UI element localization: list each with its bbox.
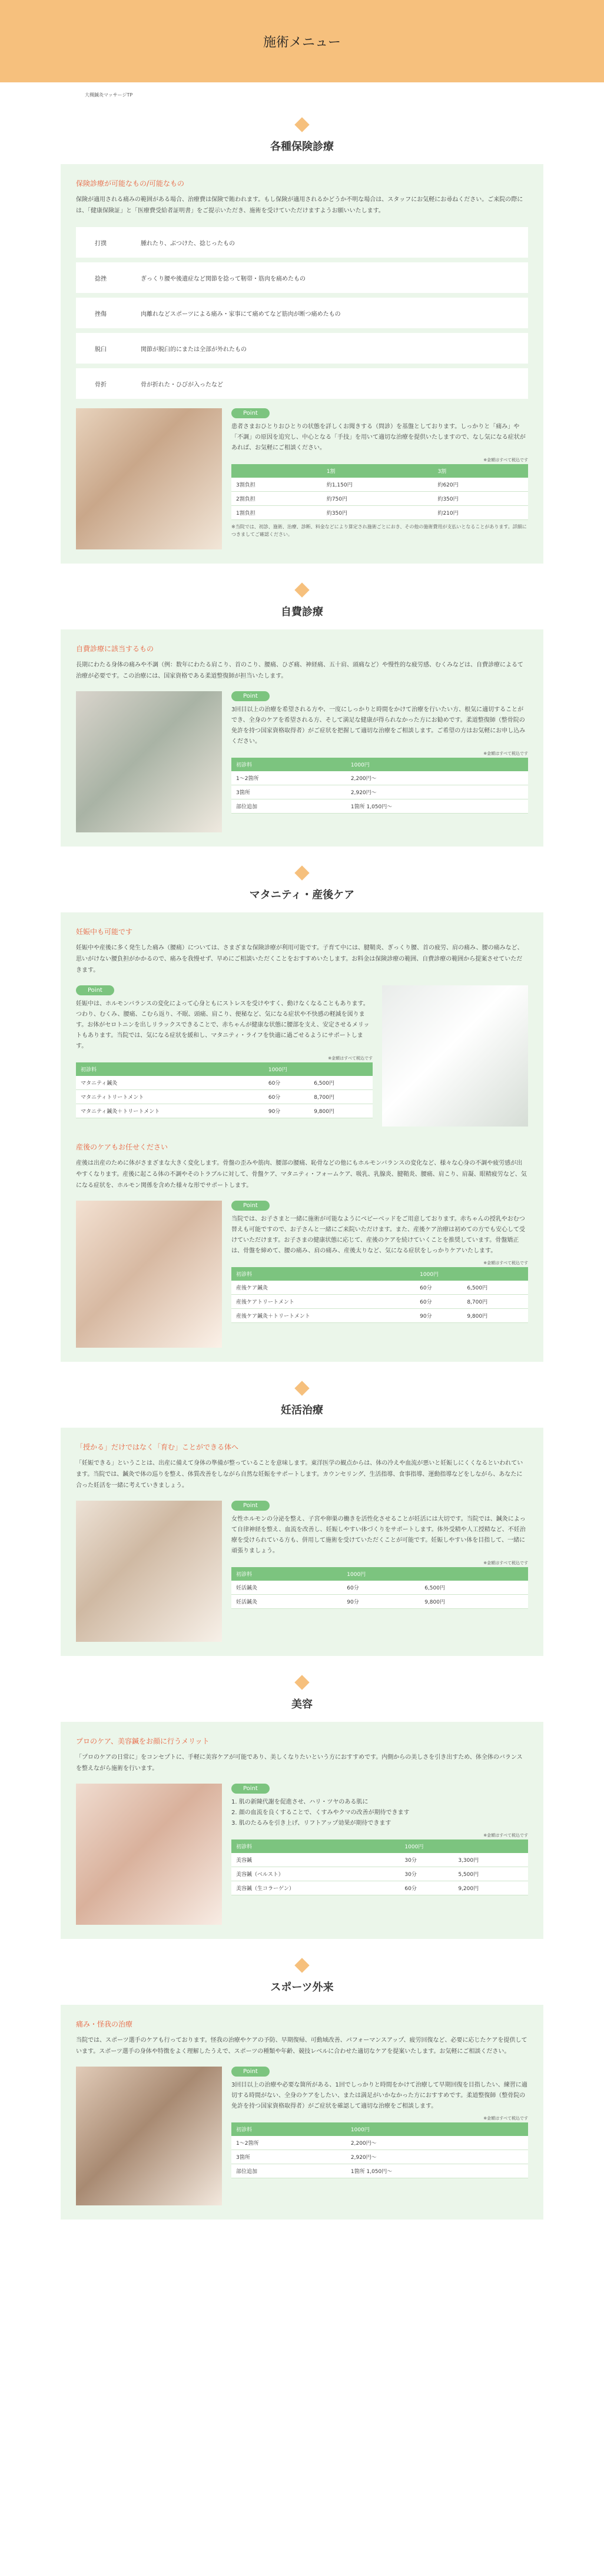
lead-title: 妊娠中も可能です: [76, 928, 133, 936]
table-row: 3箇所 2,920円〜: [231, 785, 528, 799]
lead-text: 「妊娠できる」ということは、出産に備えて身体の準備が整っていることを意味します。東洋医学の観点からは、体の冷えや血流が悪いと妊娠しにくくなるといわれています。当院では、鍼灸で体の巡りを整え、体質改善をしながら自然な妊娠をサポートします。カウンセリング、生活指導、食事指導、運動指導などをしながら、あなたに合った妊活を一緒に考えていきましょう。: [76, 1460, 523, 1489]
selfpay-section: [61, 564, 543, 847]
diamond-icon: [294, 582, 309, 597]
table-row: 産後ケア鍼灸＋トリートメント 90分 9,800円: [231, 1309, 528, 1323]
point-badge: Point: [231, 1501, 270, 1511]
maternity-card: [61, 912, 543, 1362]
price-note: ※金額はすべて税込です: [483, 1561, 528, 1565]
price-note: ※金額はすべて税込です: [328, 1056, 373, 1061]
price-table: 初診料 1000円 マタニティ鍼灸 60分 6,500円 マタニティトリートメント 60分 8,700円 マタニティ鍼灸＋トリートメント 90分 9,800円: [76, 1062, 373, 1118]
table-row: マタニティ鍼灸 60分 6,500円: [76, 1076, 373, 1090]
table-row: 妊活鍼灸 60分 6,500円: [231, 1581, 528, 1595]
section-title: 自費診療: [281, 606, 323, 618]
price-note: ※金額はすべて税込です: [483, 751, 528, 756]
leg-treatment-photo: [76, 2067, 222, 2205]
point-item: 2. 顔の血流を良くすることで、くすみやクマの改善が期待できます: [231, 1809, 410, 1816]
point-text: 3回目以上の治療や必要な箇所がある、1回でしっかりと時間をかけて治療して早期回復を目指したい、練習に適切する時間がない、全身のケアをしたい、または満足がいかなかった方におすすめです。柔道整復師（整骨院の免許を持つ国家資格取得者）がご症状を確認して適切な治療をご相談します。: [231, 2082, 527, 2110]
table-row: 部位追加 1箇所 1,050円〜: [231, 2164, 528, 2178]
point-badge: Point: [231, 691, 270, 701]
list-item: 脱臼 関節が脱臼的にまたは全部が外れたもの: [76, 333, 528, 364]
table-row: 部位追加 1箇所 1,050円〜: [231, 799, 528, 814]
lead-title: 自費診療に該当するもの: [76, 645, 154, 653]
practitioner-photo: [382, 985, 528, 1127]
maternity-section: [61, 847, 543, 1362]
point-text: 当院では、お子さまと一緒に施術が可能なようにベビーベッドをご用意しております。赤ちゃんの授乳やおむつ替えも可能ですので、お子さんと一緒にご来院いただけます。また、産後ケア治療は初めての方でも安心して受けていただけます。お子さまの健康状態に応じて、産後のケアを続けていくことを推奨しています。骨盤矯正は、骨盤を締めて、腰の痛み、肩の痛み、産後太りなど、気になる症状をしっかりケアいたします。: [231, 1216, 525, 1254]
table-row: マタニティトリートメント 60分 8,700円: [76, 1090, 373, 1104]
treatment-photo: [76, 408, 222, 549]
page-title: 施術メニュー: [263, 35, 341, 50]
selfpay-card: [61, 629, 543, 847]
fertility-card: [61, 1428, 543, 1656]
point-text: 妊娠中は、ホルモンバランスの変化によって心身ともにストレスを受けやすく、動けなくなることもあります。つわり、むくみ、腰痛、こむら返り、不眠、頭痛、肩こり、便秘など、気になる症状や不快感の軽減を図ります。お体がセロトニンを出しリラックスできることで、赤ちゃんが健康な状態に腰部を支え、安定させるメリットもあります。当院では、気になる症状を緩和し、マタニティ・ライフを快適に過ごせるようにサポートします。: [76, 1001, 370, 1049]
point-item: 1. 肌の新陳代謝を促進させ、ハリ・ツヤのある肌に: [231, 1799, 369, 1805]
diamond-icon: [294, 1381, 309, 1395]
page-hero: [0, 0, 604, 82]
section-title: 各種保険診療: [270, 141, 334, 153]
breadcrumb[interactable]: 大槻鍼灸マッサージTP: [85, 92, 133, 98]
mother-baby-photo: [76, 1201, 222, 1348]
section-title: 美容: [291, 1698, 313, 1711]
list-item: 骨折 骨が折れた・ひびが入ったなど: [76, 368, 528, 399]
section-title: マタニティ・産後ケア: [249, 889, 355, 901]
point-badge: Point: [76, 985, 114, 995]
sports-card: [61, 2005, 543, 2220]
lead-text: 保険が適用される痛みの範囲がある場合、治療費は保険で賄われます。もし保険が適用されるかどうか不明な場合は、スタッフにお気軽にお尋ねください。ご来院の際には、「健康保険証」と「医療費受給者証明書」をご提示いただき、施術を受けていただけますようお願いいたします。: [76, 196, 523, 214]
lead-text: 妊娠中や産後に多く発生した痛み（腰痛）については、さまざまな保険診療が利用可能です。子育て中には、腱鞘炎、ぎっくり腰、首の疲労、肩の痛み、腰の痛みなど、思いがけない腰負担がかかるので、痛みを我慢せず、早めにご相談いただくことをおすすめいたします。お料金は保険診療の範囲、自費診療の範囲から提案させていただきます。: [76, 945, 523, 974]
price-table: 初診料 1000円 美容鍼 30分 3,300円 美容鍼（ベルスト） 30分 5,500円 美容鍼（生コラーゲン） 60分 9,200円: [231, 1839, 528, 1895]
price-table: 初診料 1000円 1〜2箇所 2,200円〜 3箇所 2,920円〜 部位追加 1箇所 1,050円〜: [231, 758, 528, 814]
price-note: ※金額はすべて税込です: [483, 458, 528, 462]
section-title: スポーツ外来: [270, 1981, 334, 1994]
point-text: 3回目以上の治療を希望される方や、一度にしっかりと時間をかけて治療を行いたい方、根気に適切することができ、全身のケアを希望される方、そして満足な健康が得られなかった方にお勧めです。柔道整復師（整骨院の免許を持つ国家資格取得者）がご症状を把握して適切な治療をご相談します。ご希望の方はお気軽にお申し込みください。: [231, 707, 526, 745]
diamond-icon: [294, 1958, 309, 1972]
point-badge: Point: [231, 408, 270, 418]
price-table: 初診料 1000円 1〜2箇所 2,200円〜 3箇所 2,920円〜 部位追加 1箇所 1,050円〜: [231, 2122, 528, 2178]
lead-title: 「授かる」だけではなく「育む」ことができる体へ: [76, 1443, 239, 1451]
price-note: ※金額はすべて税込です: [483, 2116, 528, 2121]
insurance-section: [61, 98, 543, 564]
point-badge: Point: [231, 1784, 270, 1794]
lead-text: 長期にわたる身体の痛みや不調（例：数年にわたる肩こり、首のこり、腰痛、ひざ痛、神経痛、五十肩、頭痛など）や慢性的な疲労感、むくみなどは、自費診療によるて治療が必要です。この治療には、国家資格である柔道整復師が担当いたします。: [76, 662, 523, 679]
price-note: ※金額はすべて税込です: [483, 1261, 528, 1265]
lead-text: 当院では、スポーツ選手のケアも行っております。怪我の治療やケアの予防、早期復帰、可動域改善、パフォーマンスアップ、疲労回復など、必要に応じたケアを提供しています。スポーツ選手の身体や特徴をよく理解したうえで、スポーツの種類や年齢、競技レベルに合わせた適切なケアを提案いたします。お気軽にご相談ください。: [76, 2037, 527, 2055]
diamond-icon: [294, 865, 309, 880]
point-text: 患者さまおひとりおひとりの状態を詳しくお聞きする（問診）を基盤としております。しっかりと「痛み」や「不調」の原因を追究し、中心となる「手技」を用いて適切な治療を提供いたしますので、なし気になる症状があれば、お気軽にご相談ください。: [231, 424, 526, 451]
diamond-icon: [294, 117, 309, 132]
list-item: 捻挫 ぎっくり腰や後遺症など関節を捻って靭帯・筋肉を痛めたもの: [76, 262, 528, 293]
lead-title: プロのケア、美容鍼をお顔に行うメリット: [76, 1737, 210, 1745]
lead-text: 「プロのケアの日常に」をコンセプトに、手軽に美容ケアが可能であり、美しくなりたいという方におすすめです。内側からの美しさを引き出すため、体全体のバランスを整えながら施術を行います。: [76, 1754, 523, 1772]
point-badge: Point: [231, 2067, 270, 2077]
insurance-card: [61, 164, 543, 564]
price-table: 初診料 1000円 妊活鍼灸 60分 6,500円 妊活鍼灸 90分 9,800円: [231, 1567, 528, 1609]
table-row: 美容鍼（ベルスト） 30分 5,500円: [231, 1867, 528, 1881]
section-title: 妊活治療: [281, 1404, 323, 1417]
table-row: 1〜2箇所 2,200円〜: [231, 2136, 528, 2150]
table-row: 産後ケア鍼灸 60分 6,500円: [231, 1281, 528, 1295]
small-note: ※当院では、初診、施術、治療、診断、料金などにより算定され施術ごとにおき、その他の施術費用が支払いとなることがあります。詳細につきましてご確認ください。: [231, 524, 527, 537]
price-note: ※金額はすべて税込です: [483, 1833, 528, 1838]
table-row: 産後ケアトリートメント 60分 8,700円: [231, 1295, 528, 1309]
table-row: 1割負担 約350円 約210円: [231, 506, 528, 520]
point-item: 3. 肌のたるみを引き上げ、リフトアップ効果が期待できます: [231, 1820, 391, 1827]
table-row: 1〜2箇所 2,200円〜: [231, 771, 528, 785]
fertility-section: [61, 1362, 543, 1656]
table-row: 2割負担 約750円 約350円: [231, 492, 528, 506]
subsection-title: 産後のケアもお任せください: [76, 1143, 168, 1151]
consultation-photo: [76, 1501, 222, 1642]
beauty-card: [61, 1722, 543, 1939]
facial-treatment-photo: [76, 1784, 222, 1925]
treatment-photo: [76, 691, 222, 832]
list-item: 打撲 腫れたり、ぶつけた、捻じったもの: [76, 227, 528, 258]
table-row: 美容鍼 30分 3,300円: [231, 1853, 528, 1867]
sports-section: [61, 1939, 543, 2237]
lead-title: 痛み・怪我の治療: [76, 2020, 133, 2028]
lead-title: 保険診療が可能なもの/可能なもの: [76, 179, 185, 188]
table-row: 妊活鍼灸 90分 9,800円: [231, 1595, 528, 1609]
point-badge: Point: [231, 1201, 270, 1211]
table-row: 3割負担 約1,150円 約620円: [231, 478, 528, 492]
table-row: 3箇所 2,920円〜: [231, 2150, 528, 2164]
table-row: 美容鍼（生コラーゲン） 60分 9,200円: [231, 1881, 528, 1895]
diamond-icon: [294, 1675, 309, 1689]
price-table: 初診料 1000円 産後ケア鍼灸 60分 6,500円 産後ケアトリートメント 60分 8,700円 産後ケア鍼灸＋トリートメント 90分 9,800円: [231, 1267, 528, 1323]
point-text: 女性ホルモンの分泌を整え、子宮や卵巣の働きを活性化させることが妊活には大切です。当院では、鍼灸によって自律神経を整え、血流を改善し、妊娠しやすい体づくりをサポートします。体外受精や人工授精など、不妊治療を受けられている方も、併用して施術を受けていただくことが可能です。妊娠しやすい体を目指して、一緒に頑張りましょう。: [231, 1516, 526, 1554]
price-table: 1割 3割 3割負担 約1,150円 約620円 2割負担 約750円 約350円 1割負担 約350円 約210円: [231, 464, 528, 520]
beauty-section: [61, 1656, 543, 1939]
lead-text: 産後は出産のために体がさまざまな大きく変化します。骨盤の歪みや筋肉、腰部の腰痛、恥骨などの他にもホルモンバランスの変化など、様々な心身の不調や疲労感が出やすくなります。産後に起こる体の不調やそのトラブルに対して、骨盤ケア、マタニティ・フォームケア、吸乳、乳腺炎、腱鞘炎、腰痛、肩こり、肩凝、眼精疲労など、気になる症状を、ホルモン関係を含めた様々な形でサポートします。: [76, 1160, 527, 1189]
list-item: 挫傷 肉離れなどスポーツによる痛み・家事にて痛めてなど筋肉が断つ痛めたもの: [76, 298, 528, 328]
table-row: マタニティ鍼灸＋トリートメント 90分 9,800円: [76, 1104, 373, 1118]
conditions-list: [76, 227, 528, 399]
